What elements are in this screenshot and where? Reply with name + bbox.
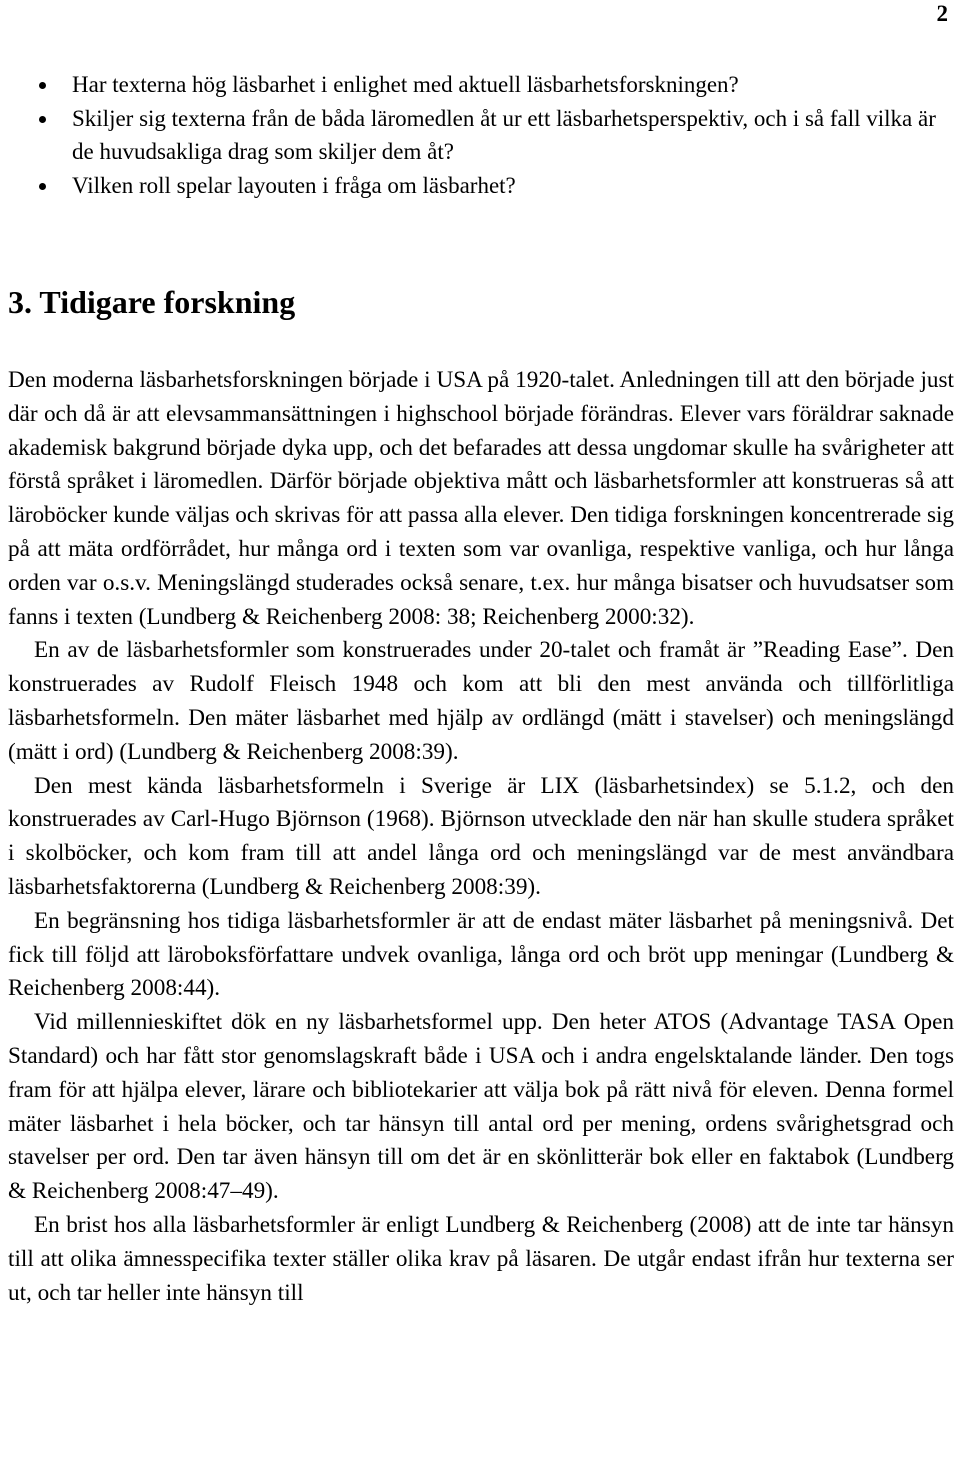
paragraph: Den mest kända läsbarhetsformeln i Sverige är LIX (läsbarhetsindex) se 5.1.2, och den konstruerades av Carl-Hugo Björnson (1968). Björnson utvecklade den när han skulle studera språket i skolböcker, och kom fram till att andel långa ord och meningslängd var de mest användbara läsbarhetsfaktorerna (Lundberg & Reichenberg 2008:39).: [8, 772, 954, 900]
question-item: [0, 169, 960, 203]
question-item: [0, 102, 960, 169]
paragraph: Vid millennieskiftet dök en ny läsbarhetsformel upp. Den heter ATOS (Advantage TASA Open Standard) och har fått stor genomslagskraft både i USA och i andra engelsktalande länder. Den togs fram för att hjälpa elever, lärare och bibliotekarier att välja bok på rätt nivå för eleven. Denna formel mäter läsbarhet i hela böcker, och tar hänsyn till antal ord per mening, ordens svårighetsgrad och stavelser per ord. Den tar även hänsyn till om det är en skönlitterär bok eller en faktabok (Lundberg & Reichenberg 2008:47–49).: [8, 1009, 954, 1205]
paragraph: En begränsning hos tidiga läsbarhetsformler är att de endast mäter läsbarhet på meningsnivå. Det fick till följd att läroboksförfattare undvek ovanliga, långa ord och bröt upp meningar (Lundberg & Reichenberg 2008:44).: [8, 907, 954, 1002]
section-heading: 3. Tidigare forskning: [8, 284, 296, 320]
bullet-icon: [39, 116, 46, 123]
question-list: [0, 68, 960, 202]
paragraph: En av de läsbarhetsformler som konstruerades under 20-talet och framåt är ”Reading Ease”. Den konstruerades av Rudolf Fleisch 1948 och kom att bli den mest använda och tillförlitliga läsbarhetsformeln. Den mäter läsbarhet med hjälp av ordlängd (mätt i stavelser) och meningslängd (mätt i ord) (Lundberg & Reichenberg 2008:39).: [8, 637, 954, 765]
paragraph: En brist hos alla läsbarhetsformler är enligt Lundberg & Reichenberg (2008) att de inte tar hänsyn till att olika ämnesspecifika texter ställer olika krav på läsaren. De utgår endast ifrån hur texterna ser ut, och tar heller inte hänsyn till: [8, 1211, 954, 1306]
bullet-icon: [39, 82, 46, 89]
question-text: Skiljer sig texterna från de båda läromedlen åt ur ett läsbarhetsperspektiv, och i så fall vilka är de huvudsakliga drag som skiljer dem åt?: [72, 105, 936, 164]
paragraph: Den moderna läsbarhetsforskningen började i USA på 1920-talet. Anledningen till att den började just där och då är att elevsammansättningen i highschool började förändras. Elever vars föräldrar saknade akademisk bakgrund började dyka upp, och det befarades att dessa ungdomar skulle ha svårigheter att förstå språket i läromedlen. Därför började objektiva mått och läsbarhetsformler att konstrueras så att läroböcker kunde väljas och skrivas för att passa alla elever. Den tidiga forskningen koncentrerade sig på att mäta ordförrådet, hur många ord i texten som var ovanliga, respektive vanliga, och hur långa orden var o.s.v. Meningslängd studerades också senare, t.ex. hur många bisatser och huvudsatser som fanns i texten (Lundberg & Reichenberg 2008: 38; Reichenberg 2000:32).: [8, 367, 954, 630]
section-body: [8, 364, 954, 1310]
bullet-icon: [39, 183, 46, 190]
question-item: [0, 68, 960, 102]
question-text: Vilken roll spelar layouten i fråga om läsbarhet?: [72, 172, 516, 198]
page-number: 2: [936, 1, 948, 26]
question-text: Har texterna hög läsbarhet i enlighet med aktuell läsbarhetsforskningen?: [72, 72, 739, 97]
